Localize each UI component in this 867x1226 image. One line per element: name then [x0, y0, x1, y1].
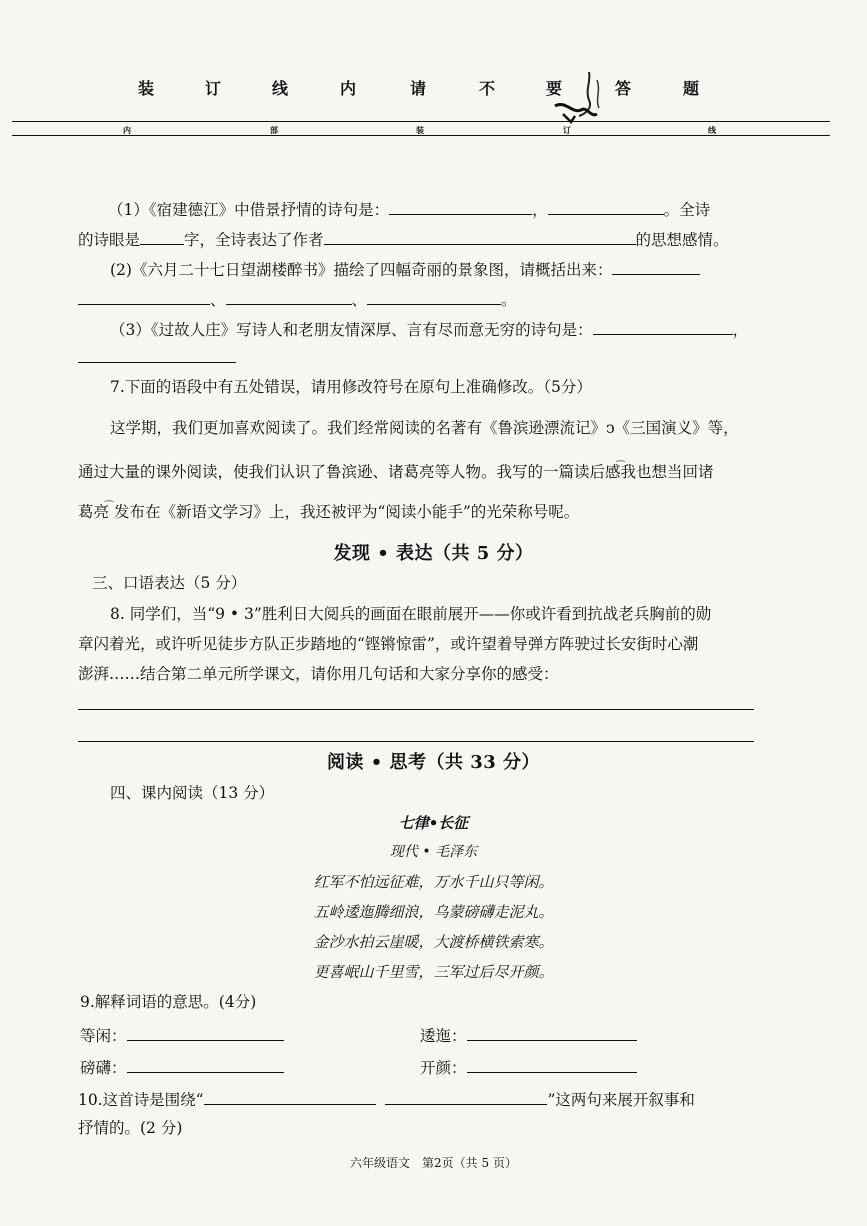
- binding-char: 装: [138, 79, 155, 98]
- q1-line2: 的诗眼是 字，全诗表达了作者 的思想感情。: [78, 228, 729, 250]
- poem-line: 红军不怕远征难，万水千山只等闲。: [313, 873, 554, 891]
- binding-small-char: 订: [563, 125, 571, 135]
- q2-blank-1[interactable]: [612, 258, 700, 275]
- binding-char: 请: [410, 79, 427, 98]
- q9-item: 逶迤：: [420, 1024, 637, 1046]
- q1-blank-eye[interactable]: [140, 228, 184, 245]
- q10-line1: 10.这首诗是围绕“ ”这两句来展开叙事和: [78, 1088, 695, 1110]
- q2-line1: (2)《六月二十七日望湖楼醉书》描绘了四幅奇丽的景象图，请概括出来：: [110, 258, 700, 280]
- ink-scribble: [545, 70, 615, 128]
- q8-answer-line-1[interactable]: [78, 709, 754, 710]
- q10-blank-1[interactable]: [204, 1088, 376, 1105]
- binding-rule-top: [12, 121, 830, 122]
- q7-line1: 这学期，我们更加喜欢阅读了。我们经常阅读的名著有《鲁滨逊漂流记》ↄ《三国演义》等，: [110, 419, 739, 437]
- q8-answer-line-2[interactable]: [78, 741, 754, 742]
- poem-author: 现代 • 毛泽东: [389, 844, 478, 860]
- binding-char: 订: [205, 79, 222, 98]
- poem-line: 更喜岷山千里雪，三军过后尽开颜。: [313, 963, 554, 981]
- binding-small-char: 部: [270, 125, 278, 135]
- poem-line: 金沙水拍云崖暖，大渡桥横铁索寒。: [313, 933, 554, 951]
- q9-item: 开颜：: [420, 1056, 637, 1078]
- q7-line2: 通过大量的课外阅读，使我们认识了鲁滨逊、诸葛亮等人物。我写的一篇读后感我也想当回诸: [78, 463, 714, 482]
- q1-blank-feeling[interactable]: [324, 228, 636, 245]
- binding-small-char: 装: [416, 125, 424, 135]
- q8-line3: 澎湃……结合第二单元所学课文，请你用几句话和大家分享你的感受：: [78, 665, 559, 683]
- q9-blank-dengxian[interactable]: [127, 1024, 284, 1041]
- q2-blank-3[interactable]: [226, 288, 352, 305]
- q9-blank-pangbo[interactable]: [127, 1056, 284, 1073]
- q9-title: 9.解释词语的意思。(4分): [80, 993, 257, 1011]
- q1-blank-1[interactable]: [389, 198, 532, 215]
- q2-blank-2[interactable]: [78, 288, 210, 305]
- q10-line2: 抒情的。(2 分): [78, 1119, 183, 1137]
- binding-char: 线: [272, 79, 289, 98]
- q9-blank-weiyi[interactable]: [467, 1024, 637, 1041]
- q9-blank-kaiyan[interactable]: [467, 1056, 637, 1073]
- part4-title: 四、课内阅读（13 分）: [110, 784, 275, 802]
- q7-title: 7.下面的语段中有五处错误，请用修改符号在原句上准确修改。（5分）: [110, 378, 592, 396]
- section-heading-express: 发现 • 表达（共 5 分）: [333, 543, 534, 564]
- poem-title: 七律•长征: [398, 814, 469, 832]
- q9-item: 磅礴：: [80, 1056, 284, 1078]
- q10-blank-2[interactable]: [385, 1088, 547, 1105]
- poem-line: 五岭逶迤腾细浪，乌蒙磅礴走泥丸。: [313, 903, 554, 921]
- q3-line1: （3）《过故人庄》写诗人和老朋友情深厚、言有尽而意无穷的诗句是： ，: [110, 318, 748, 340]
- binding-char: 内: [340, 79, 357, 98]
- q8-line2: 章闪着光，或许听见徒步方队正步踏地的“铿锵惊雷”，或许望着导弹方阵驶过长安街时心潮: [78, 635, 699, 653]
- binding-small-char: 内: [123, 125, 131, 135]
- binding-char: 不: [479, 79, 496, 98]
- binding-char: 题: [683, 79, 700, 98]
- binding-char: 要: [546, 79, 563, 98]
- binding-small-char: 线: [708, 125, 716, 135]
- q1-blank-2[interactable]: [548, 198, 664, 215]
- q2-blank-4[interactable]: [367, 288, 501, 305]
- q2-line2: 、 、 。: [78, 288, 517, 310]
- q3-blank-2[interactable]: [78, 362, 236, 363]
- page-footer: 六年级语文 第2页（共 5 页）: [350, 1156, 517, 1170]
- q9-item: 等闲：: [80, 1024, 284, 1046]
- q7-line3: 葛亮 发布在《新语文学习》上，我还被评为“阅读小能手”的光荣称号呢。: [78, 503, 580, 522]
- q8-line1: 8. 同学们，当“9 • 3”胜利日大阅兵的画面在眼前展开——你或许看到抗战老兵胸前的勋: [110, 605, 712, 623]
- part3-title: 三、口语表达（5 分）: [92, 574, 247, 592]
- q1-line1: （1）《宿建德江》中借景抒情的诗句是： ， 。全诗: [108, 198, 710, 220]
- binding-char: 答: [615, 79, 632, 98]
- section-heading-reading: 阅读 • 思考（共 33 分）: [326, 752, 541, 773]
- q3-blank-1[interactable]: [593, 318, 733, 335]
